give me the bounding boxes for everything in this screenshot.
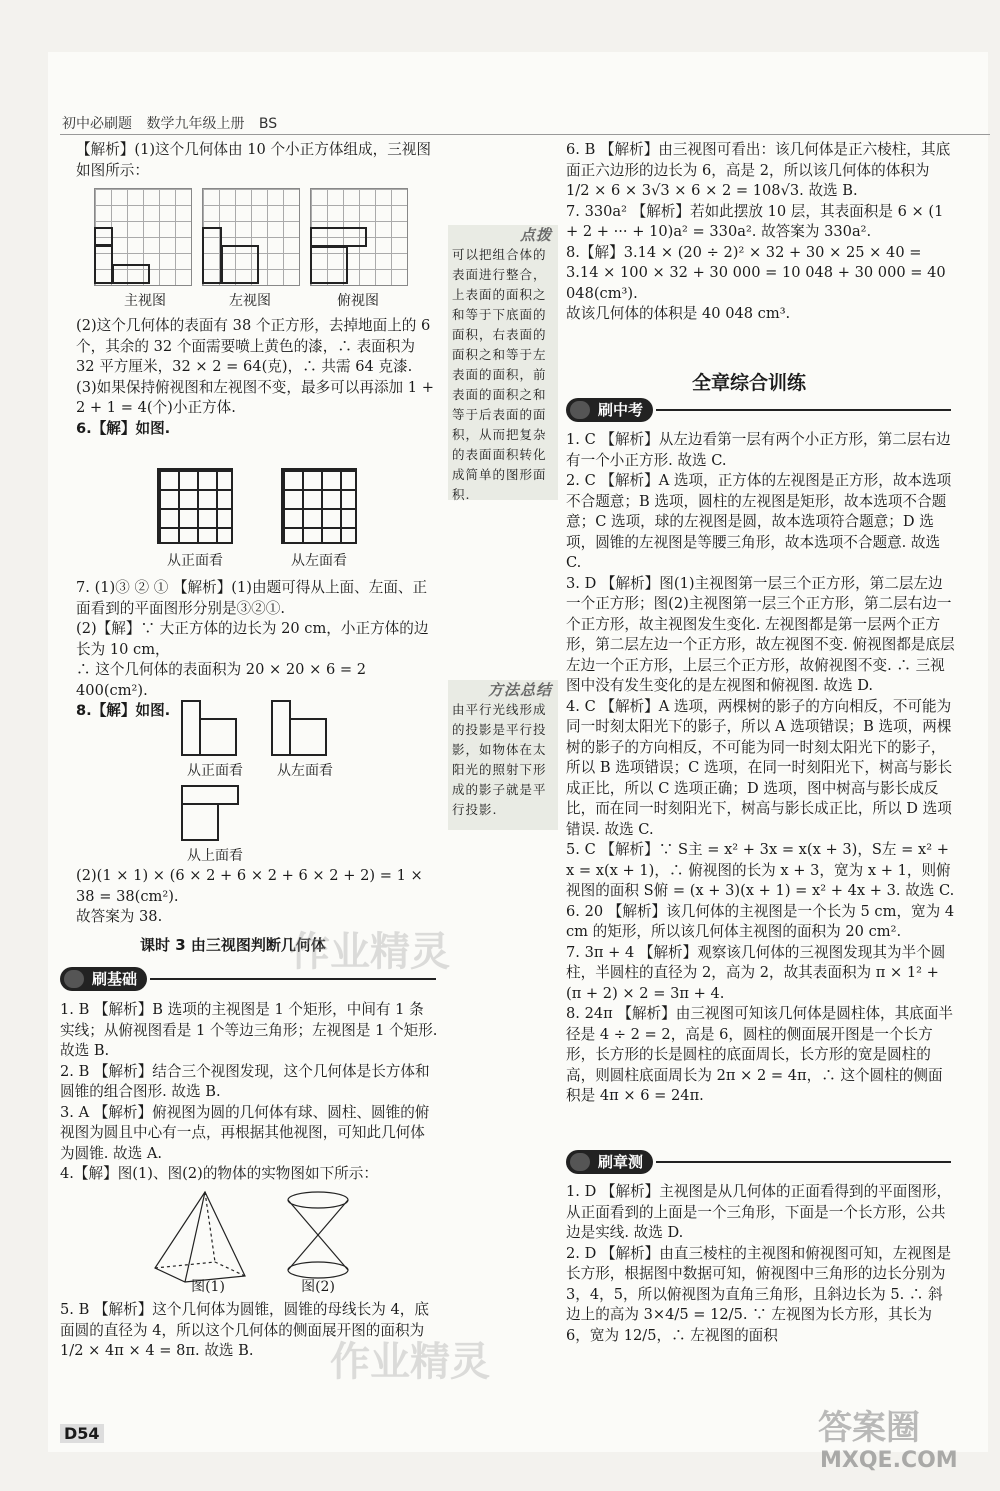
view-cell — [94, 227, 113, 246]
view-cell — [94, 245, 113, 284]
header-rule — [60, 134, 990, 135]
pen-icon — [570, 401, 590, 419]
book-title: 初中必刷题 — [62, 116, 132, 132]
exam-answers: 1. C 【解析】从左边看第一层有两个小正方形，第二层右边有一个小正方形. 故选 C. 2. C 【解析】A 选项，正方体的左视图是正方形，故本选项不合题意；B 选项，圆柱的左视图是矩形，故本选项不合题意；C 选项，球的左视图是圆，故本选项符合题意；D 选项，圆锥的左视图是等腰三角形，故本选项不合题意. 故选 C. 3. D 【解析】图(1)主视图第一层三个正方形，第二层左边一个正方形；图(2)主视图第一层三个正方形，第二层右边一个正方形，故主视图发生变化. 左视图都是第一层两个正方形，第二层左边一个正方形，故左视图不变. 俯视图都是底层左边一个正方形，上层三个正方形，故俯视图不变. ∴ 三视图中没有发生变化的是左视图和俯视图. 故选 D. 4. C 【解析】A 选项，两棵树的影子的方向相反，不可能为同一时刻太阳光下的影子，所以 A 选项错误；B 选项，两棵树的影子的方向相反，不可能为同一时刻太阳光下的影子，所以 B 选项错误；C 选项，在同一时刻阳光下，树高与影长成正比，所以 C 选项正确；D 选项，图中树高与影长成反比，而在同一时刻阳光下，树高与影长成正比，所以 D 选项错误. 故选 C. 5. C 【解析】∵ S主 = x² + 3x = x(x + 3)，S左 = x² + x = x(x + 1)，∴ 俯视图的长为 x + 3，宽为 x + 1，则俯视图的面积 S俯 = (x + 3)(x + 1) = x² + 4x + 3. 故选 C. 6. 20 【解析】该几何体的主视图是一个长为 5 cm，宽为 4 cm 的矩形，所以该几何体主视图的面积为 20 cm². 7. 3π + 4 【解析】观察该几何体的三视图发现其为半个圆柱，半圆柱的直径为 2，高为 2，故其表面积为 π × 1² + (π + 2) × 2 = 3π + 4. 8. 24π 【解析】由三视图可知该几何体是圆柱体，其底面半径是 4 ÷ 2 = 2，高是 6，圆柱的侧面展开图是一个长方形，长方形的长是圆柱的底面周长，长方形的宽是圆柱的高，则圆柱底面周长为 2π × 2 = 4π，∴ 这个圆柱的侧面积是 4π × 6 = 24π. — [566, 431, 955, 1104]
view-cell — [310, 246, 348, 284]
section-title: 全章综合训练 — [692, 372, 807, 394]
q8-cell — [181, 700, 201, 756]
tip-text: 可以把组合体的表面进行整合，上表面的面积之和等于下底面的面积，右表面的面积之和等于左表面的面积，前表面的面积之和等于后表面的面积，从而把复杂的表面面积转化成简单的图形面积. — [452, 247, 547, 502]
left-answer-8b: (2)(1 × 1) × (6 × 2 + 6 × 2 + 6 × 2 + 2) = 1 × 38 = 38(cm²). 故答案为 38. — [76, 867, 423, 925]
top-view-caption: 俯视图 — [337, 293, 379, 309]
q8-cell — [199, 718, 237, 756]
badge-rule — [150, 978, 436, 980]
edition-tag: BS — [258, 116, 278, 132]
badge-exam: 刷中考 — [566, 398, 653, 422]
q8-top-caption: 从上面看 — [187, 848, 243, 864]
q6-left-caption: 从左面看 — [291, 553, 347, 569]
running-header — [62, 113, 287, 133]
badge-chapter-test: 刷章测 — [566, 1150, 653, 1174]
pen-icon — [570, 1153, 590, 1171]
q8-front-caption: 从正面看 — [187, 763, 243, 779]
basic-answers: 1. B 【解析】B 选项的主视图是 1 个矩形，中间有 1 条实线；从俯视图看是 1 个等边三角形；左视图是 1 个矩形. 故选 B. 2. B 【解析】结合三个视图发现，这个几何体是长方体和圆锥的组合图形. 故选 B. 3. A 【解析】俯视图为圆的几何体有球、圆柱、圆锥的俯视图为圆且中心有一点，再根据其他视图，可知此几何体为圆锥. 故选 A. 4.【解】图(1)、图(2)的物体的实物图如下所示： — [60, 1001, 438, 1182]
view-cell — [221, 245, 259, 284]
q8-cell — [289, 718, 327, 756]
left-answer-7: 7. (1)③ ② ① 【解析】(1)由题可得从上面、左面、正面看到的平面图形分别是③②①. (2)【解】∵ 大正方体的边长为 20 cm，小正方体的边长为 10 cm， ∴ 这个几何体的表面积为 20 × 20 × 6 = 2 400(cm²). 8.【解】如图. — [76, 579, 429, 719]
fig1-caption: 图(1) — [191, 1279, 225, 1295]
q8-cell — [181, 785, 239, 805]
q6-front-caption: 从正面看 — [167, 553, 223, 569]
tip-box — [448, 225, 558, 500]
q8-cell — [181, 803, 219, 841]
right-answers-top: 6. B 【解析】由三视图可看出：该几何体是正六棱柱，其底面正六边形的边长为 6，高是 2，所以该几何体的体积为 1/2 × 6 × 3√3 × 6 × 2 = 108√3. 故选 B. 7. 330a² 【解析】若如此摆放 10 层，其表面积是 6 × (1 + 2 + ··· + 10)a² = 330a². 故答案为 330a². 8.【解】3.14 × (20 ÷ 2)² × 32 + 30 × 25 × 40 = 3.14 × 100 × 32 + 30 000 = 10 048 + 30 000 = 40 048(cm³). 故该几何体的体积是 40 048 cm³. — [566, 141, 951, 322]
q8-left-caption: 从左面看 — [277, 763, 333, 779]
corner-logo: 答案圈 — [818, 1408, 920, 1448]
badge-basic: 刷基础 — [60, 967, 147, 991]
left-answer-1: 【解析】(1)这个几何体由 10 个小正方体组成，三视图如图所示： — [76, 141, 431, 179]
watermark: 作业精灵 — [290, 929, 450, 975]
chapter-test-answers: 1. D 【解析】主视图是从几何体的正面看得到的平面图形，从正面看到的上面是一个三角形，下面是一个长方形，公共边是实线. 故选 D. 2. D 【解析】由直三棱柱的主视图和俯视图可知，左视图是长方形，根据图中数据可知，俯视图中三角形的边长分别为 3，4，5，所以俯视图为直角三角形，且斜边长为 5. ∴ 斜边上的高为 3×4/5 = 12/5. ∵ 左视图为长方形，其长为 6，宽为 12/5，∴ 左视图的面积 — [566, 1183, 952, 1344]
double-cone-figure — [288, 1192, 348, 1278]
left-view-caption: 左视图 — [229, 293, 271, 309]
subject-title: 数学九年级上册 — [146, 116, 245, 132]
front-view-caption: 主视图 — [124, 293, 166, 309]
badge-rule — [656, 409, 951, 411]
pyramid-figure — [155, 1192, 245, 1282]
solid-figures — [150, 1190, 390, 1290]
tip-title: 点拨 — [519, 226, 552, 244]
basic-answer-5: 5. B 【解析】这个几何体为圆锥，圆锥的母线长为 4，底面圆的直径为 4，所以这个几何体的侧面展开图的面积为 1/2 × 4π × 4 = 8π. 故选 B. — [60, 1301, 429, 1359]
q6-left-grid — [281, 468, 357, 544]
view-cell — [310, 227, 367, 247]
left-answer-2: (2)这个几何体的表面有 38 个正方形，去掉地面上的 6 个，其余的 32 个面需要喷上黄色的漆，∴ 表面积为 32 平方厘米，32 × 2 = 64(克)，∴ 共需 64 克漆. (3)如果保持俯视图和左视图不变，最多可以再添加 1 + 2 + 1 = 4(个)小正方体. 6.【解】如图. — [76, 317, 434, 437]
watermark: 作业精灵 — [330, 1339, 490, 1385]
method-box — [448, 680, 558, 830]
q8-cell — [271, 700, 291, 756]
badge-rule — [656, 1161, 951, 1163]
page-number: D54 — [60, 1424, 104, 1443]
lesson-title: 课时 3 由三视图判断几何体 — [140, 936, 326, 954]
q6-front-grid — [157, 468, 233, 544]
corner-url: MXQE.COM — [820, 1448, 958, 1473]
pen-icon — [64, 970, 84, 988]
method-text: 由平行光线形成的投影是平行投影，如物体在太阳光的照射下形成的影子就是平行投影. — [452, 702, 547, 817]
view-cell — [202, 227, 222, 284]
fig2-caption: 图(2) — [301, 1279, 335, 1295]
view-cell — [112, 264, 150, 284]
method-title: 方法总结 — [487, 681, 552, 699]
